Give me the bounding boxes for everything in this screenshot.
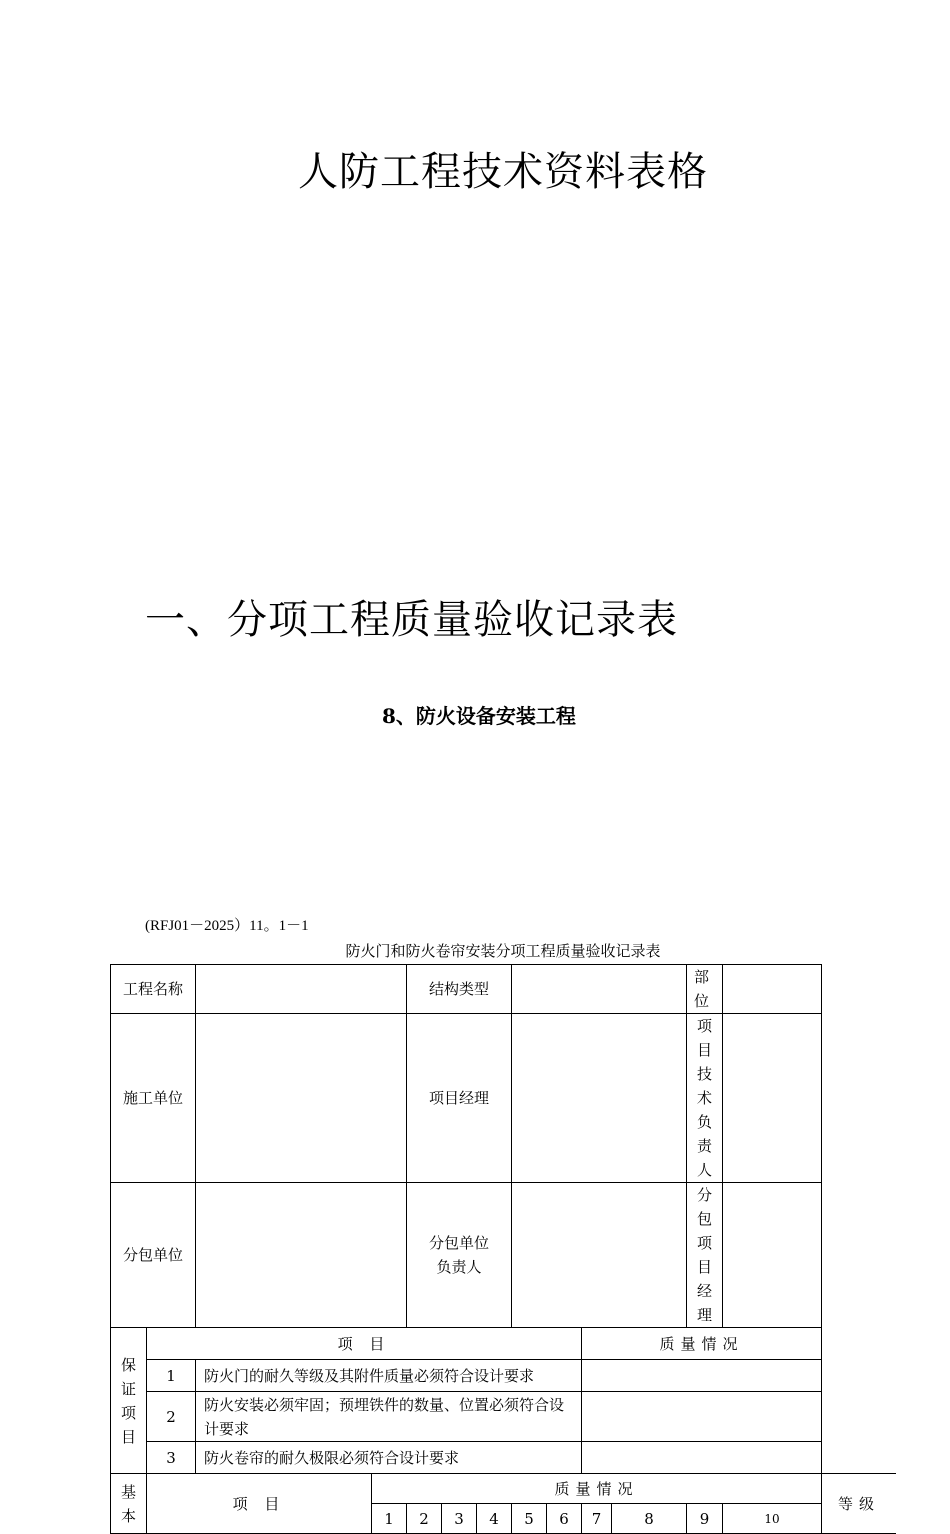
quality-check-number: 8 bbox=[612, 1504, 687, 1534]
quality-check-number: 1 bbox=[372, 1504, 407, 1534]
quality-check-number: 10 bbox=[723, 1504, 822, 1534]
guarantee-item-quality[interactable] bbox=[582, 1442, 822, 1474]
table-row bbox=[111, 965, 897, 1014]
table-title: 防火门和防火卷帘安装分项工程质量验收记录表 bbox=[345, 942, 661, 960]
basic-item-header: 项 目 bbox=[147, 1474, 372, 1534]
guarantee-item-number: 2 bbox=[147, 1392, 196, 1442]
tech-lead-value[interactable] bbox=[723, 1014, 822, 1183]
inspection-table bbox=[110, 964, 896, 1534]
project-manager-value[interactable] bbox=[512, 1014, 687, 1183]
table-row bbox=[111, 1014, 897, 1183]
contractor-value[interactable] bbox=[196, 1014, 407, 1183]
structure-type-label: 结构类型 bbox=[407, 965, 512, 1014]
guarantee-item-text: 防火卷帘的耐久极限必须符合设计要求 bbox=[196, 1442, 582, 1474]
guarantee-char: 保 bbox=[120, 1355, 136, 1374]
guarantee-item-number: 1 bbox=[147, 1360, 196, 1392]
guarantee-item-number: 3 bbox=[147, 1442, 196, 1474]
guarantee-section-label bbox=[111, 1328, 147, 1474]
structure-type-value[interactable] bbox=[512, 965, 687, 1014]
location-label: 部 位 bbox=[687, 965, 723, 1014]
table-row bbox=[111, 1360, 897, 1392]
project-manager-label: 项目经理 bbox=[407, 1014, 512, 1183]
guarantee-item-text: 防火安装必须牢固；预埋铁件的数量、位置必须符合设计要求 bbox=[196, 1392, 582, 1442]
guarantee-quality-header: 质量情况 bbox=[582, 1328, 822, 1360]
section-title: 一、分项工程质量验收记录表 bbox=[145, 597, 678, 643]
quality-check-number: 7 bbox=[582, 1504, 612, 1534]
tech-lead-label-line2: 负责人 bbox=[697, 1113, 713, 1179]
guarantee-item-quality[interactable] bbox=[582, 1360, 822, 1392]
guarantee-item-text: 防火门的耐久等级及其附件质量必须符合设计要求 bbox=[196, 1360, 582, 1392]
main-title: 人防工程技术资料表格 bbox=[298, 149, 708, 195]
table-row bbox=[111, 1392, 897, 1442]
project-name-label: 工程名称 bbox=[111, 965, 196, 1014]
quality-check-number: 4 bbox=[477, 1504, 512, 1534]
basic-quality-header: 质量情况 bbox=[372, 1474, 822, 1504]
table-row bbox=[111, 1442, 897, 1474]
project-name-value[interactable] bbox=[196, 965, 407, 1014]
contractor-label: 施工单位 bbox=[111, 1014, 196, 1183]
basic-char: 基 bbox=[120, 1482, 136, 1501]
sub-lead-label-line2: 负责人 bbox=[436, 1258, 482, 1276]
sub-title: 8、防火设备安装工程 bbox=[382, 704, 576, 728]
sub-manager-label bbox=[687, 1183, 723, 1328]
guarantee-char: 项 bbox=[120, 1403, 136, 1422]
quality-check-number: 9 bbox=[687, 1504, 723, 1534]
sub-manager-value[interactable] bbox=[723, 1183, 822, 1328]
sub-lead-value[interactable] bbox=[512, 1183, 687, 1328]
quality-check-number: 6 bbox=[547, 1504, 582, 1534]
basic-section-label bbox=[111, 1474, 147, 1534]
location-value[interactable] bbox=[723, 965, 822, 1014]
form-code: (RFJ01－2025）11。1－1 bbox=[145, 918, 309, 934]
sub-lead-label bbox=[407, 1183, 512, 1328]
quality-check-number: 2 bbox=[407, 1504, 442, 1534]
quality-check-number: 5 bbox=[512, 1504, 547, 1534]
basic-grade-header: 等级 bbox=[822, 1474, 896, 1534]
tech-lead-label-line1: 项目技术 bbox=[697, 1017, 713, 1107]
sub-lead-label-line1: 分包单位 bbox=[429, 1234, 490, 1252]
basic-char: 本 bbox=[120, 1506, 136, 1525]
table-row bbox=[111, 1183, 897, 1328]
guarantee-item-header: 项 目 bbox=[147, 1328, 582, 1360]
subcontractor-label: 分包单位 bbox=[111, 1183, 196, 1328]
tech-lead-label bbox=[687, 1014, 723, 1183]
guarantee-char: 目 bbox=[120, 1427, 136, 1446]
sub-manager-label-line2: 经 理 bbox=[697, 1282, 713, 1324]
guarantee-char: 证 bbox=[120, 1379, 136, 1398]
sub-manager-label-line1: 分包项目 bbox=[697, 1186, 713, 1276]
table-row bbox=[111, 1474, 897, 1504]
subcontractor-value[interactable] bbox=[196, 1183, 407, 1328]
quality-check-number: 3 bbox=[442, 1504, 477, 1534]
guarantee-item-quality[interactable] bbox=[582, 1392, 822, 1442]
